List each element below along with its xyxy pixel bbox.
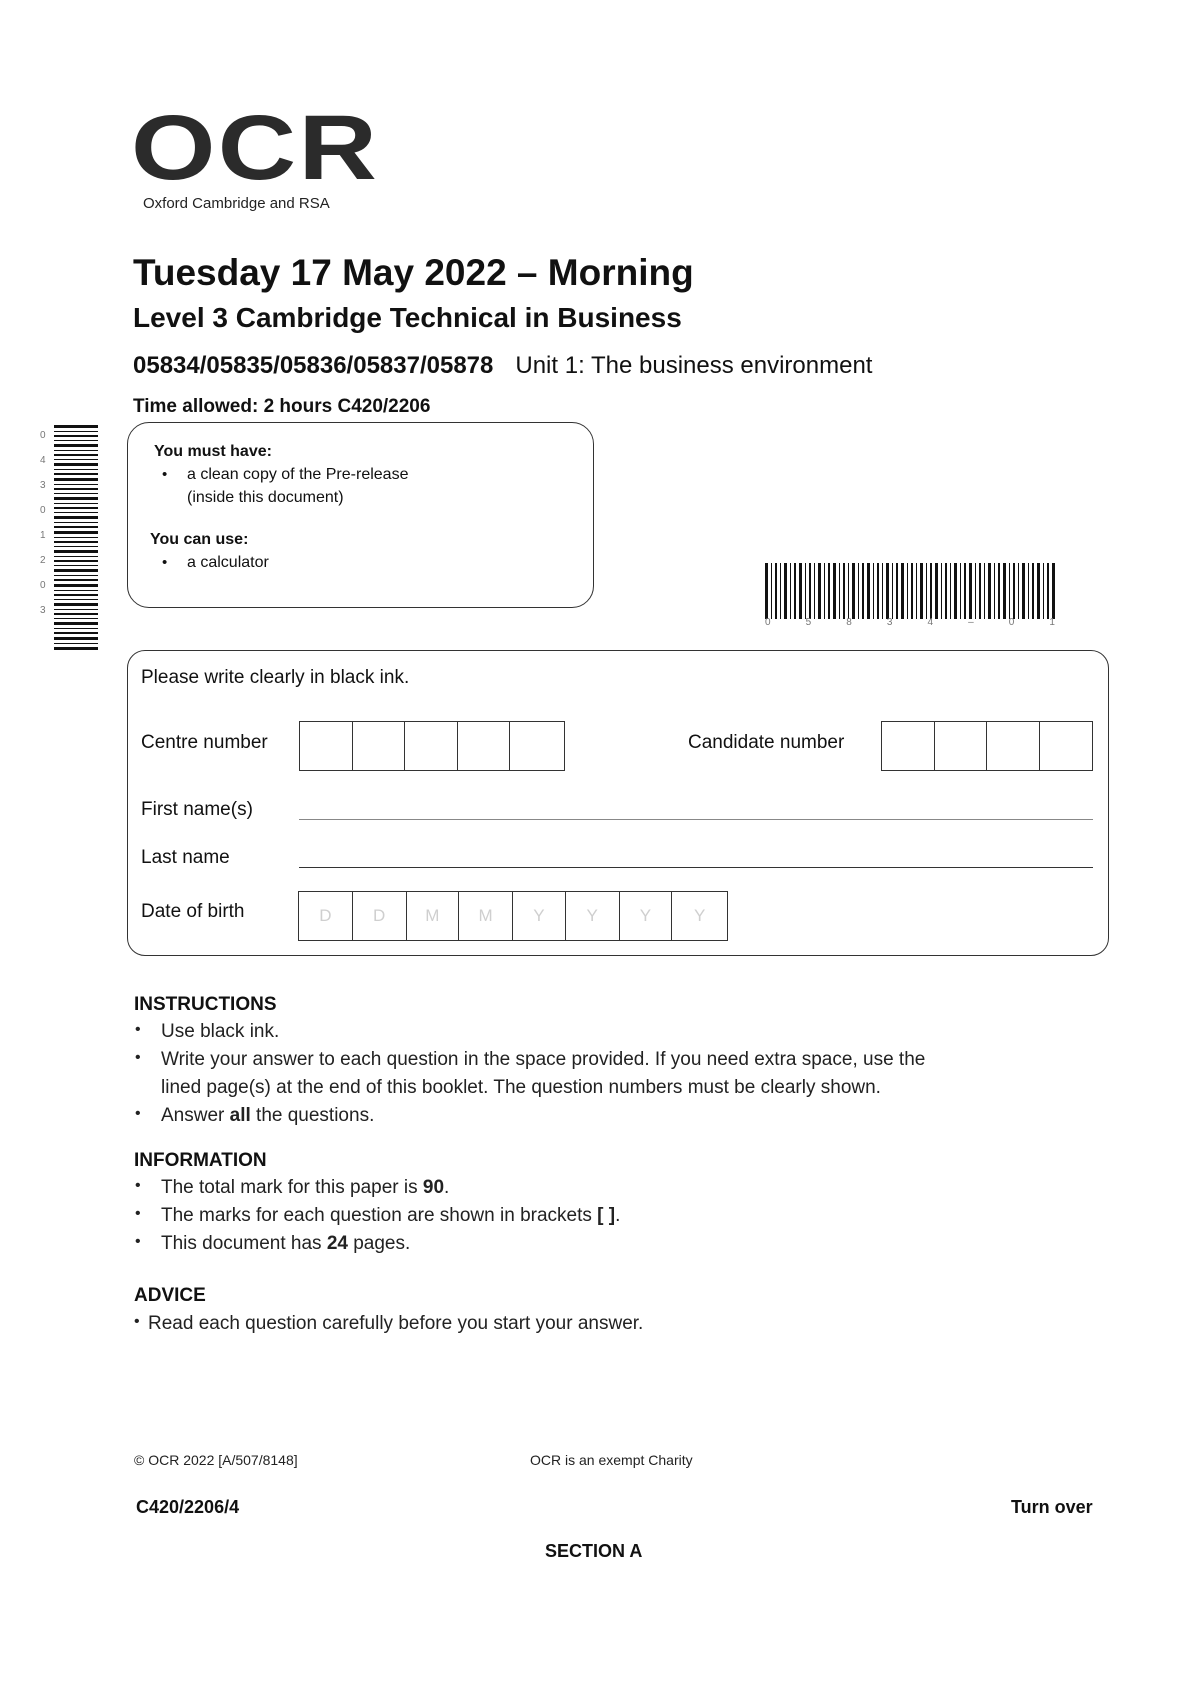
candidate-number-label: Candidate number	[688, 732, 845, 753]
first-name-line[interactable]	[299, 819, 1093, 820]
centre-number-grid	[299, 721, 565, 771]
dob-box[interactable]: M	[459, 892, 513, 940]
unit-name: Unit 1: The business environment	[515, 352, 873, 379]
turn-over: Turn over	[1011, 1497, 1093, 1517]
barcode-digit: 3	[40, 605, 46, 616]
barcode-digit: 3	[40, 480, 46, 491]
last-name-line[interactable]	[299, 867, 1093, 868]
vertical-barcode-digits	[40, 423, 52, 623]
dob-box[interactable]: Y	[693, 906, 706, 925]
information-text: .	[615, 1205, 621, 1226]
dob-label: Date of birth	[141, 901, 245, 922]
barcode-digit: 1	[1049, 617, 1055, 628]
barcode-digit: 0	[765, 617, 771, 628]
dob-box[interactable]: D	[353, 892, 407, 940]
centre-number-digit-box[interactable]	[510, 722, 564, 770]
charity-notice: OCR is an exempt Charity	[530, 1452, 693, 1468]
unit-line	[133, 352, 872, 380]
bullet-icon: •	[135, 1233, 141, 1250]
information-text: This document has	[161, 1233, 327, 1254]
horizontal-barcode-digits	[765, 617, 1055, 628]
instruction-item	[135, 1105, 375, 1127]
section-heading: SECTION A	[545, 1541, 643, 1561]
bullet-icon: •	[135, 1205, 141, 1222]
dob-box[interactable]: Y	[566, 892, 620, 940]
bullet-icon: •	[162, 554, 168, 571]
must-have-item: (inside this document)	[187, 489, 344, 506]
barcode-digit: –	[968, 617, 974, 628]
barcode-digit: 2	[40, 555, 46, 566]
barcode-digit: 8	[846, 617, 852, 628]
information-text: The total mark for this paper is	[161, 1177, 423, 1198]
total-marks: 90	[422, 1177, 445, 1198]
centre-number-digit-box[interactable]	[458, 722, 511, 770]
barcode-digit: 0	[1008, 617, 1015, 628]
brackets-symbol: [ ]	[597, 1205, 616, 1226]
advice-heading: ADVICE	[134, 1285, 206, 1306]
time-allowed: Time allowed: 2 hours C420/2206	[133, 396, 431, 417]
information-text: .	[444, 1177, 450, 1198]
instruction-emphasis: all	[229, 1105, 251, 1126]
must-have-item: a clean copy of the Pre-release	[187, 466, 409, 483]
barcode-digit: 1	[40, 530, 46, 541]
information-text: The marks for each question are shown in brackets	[161, 1205, 598, 1226]
can-use-heading: You can use:	[150, 531, 249, 548]
candidate-number-digit-box[interactable]	[935, 722, 988, 770]
barcode-digit: 4	[927, 617, 934, 628]
candidate-number-grid	[881, 721, 1093, 771]
instruction-text: Answer	[161, 1105, 230, 1126]
can-use-item: a calculator	[187, 554, 269, 571]
paper-code: C420/2206/4	[136, 1497, 240, 1517]
advice-item	[134, 1313, 644, 1335]
bullet-icon: •	[135, 1049, 141, 1066]
must-have-heading: You must have:	[154, 443, 272, 460]
information-item	[135, 1205, 621, 1227]
instructions-heading: INSTRUCTIONS	[134, 994, 277, 1015]
barcode-digit: 0	[40, 580, 46, 591]
centre-number-digit-box[interactable]	[300, 722, 353, 770]
instruction-text: Use black ink.	[161, 1021, 280, 1042]
information-heading: INFORMATION	[134, 1150, 267, 1171]
dob-box[interactable]: Y	[620, 892, 673, 940]
bullet-icon: •	[134, 1313, 140, 1330]
information-item	[135, 1177, 450, 1199]
information-item	[135, 1233, 411, 1255]
instruction-text: Write your answer to each question in the space provided. If you need extra space, use the	[161, 1049, 926, 1070]
first-name-label: First name(s)	[141, 799, 253, 820]
instruction-item	[135, 1021, 280, 1043]
qualification-title: Level 3 Cambridge Technical in Business	[133, 302, 682, 333]
candidate-details-box	[127, 650, 1109, 956]
exam-date-title: Tuesday 17 May 2022 – Morning	[133, 252, 694, 293]
instruction-item	[135, 1049, 926, 1071]
barcode-digit: 5	[805, 617, 812, 628]
barcode-digit: 0	[40, 430, 46, 441]
dob-box[interactable]: D	[299, 892, 353, 940]
instruction-item-continued	[161, 1077, 881, 1099]
ocr-logo-tagline: Oxford Cambridge and RSA	[143, 195, 330, 212]
bullet-icon: •	[162, 466, 168, 483]
centre-number-label: Centre number	[141, 732, 268, 753]
barcode-digit: 0	[40, 505, 46, 516]
barcode-digit: 3	[886, 617, 893, 628]
bullet-icon: •	[135, 1021, 141, 1038]
centre-number-digit-box[interactable]	[353, 722, 406, 770]
dob-grid	[298, 891, 728, 941]
instruction-text: the questions.	[250, 1105, 375, 1126]
horizontal-barcode	[765, 563, 1055, 619]
page-count: 24	[326, 1233, 348, 1254]
dob-box[interactable]: M	[407, 892, 460, 940]
write-clearly-instruction: Please write clearly in black ink.	[141, 667, 410, 688]
candidate-number-digit-box[interactable]	[1040, 722, 1093, 770]
copyright: © OCR 2022 [A/507/8148]	[134, 1452, 298, 1468]
vertical-barcode	[54, 423, 98, 653]
dob-box[interactable]: Y	[513, 892, 566, 940]
bullet-icon: •	[135, 1177, 141, 1194]
centre-number-digit-box[interactable]	[405, 722, 458, 770]
ocr-logo-wordmark: OCR	[131, 97, 380, 199]
requirements-box	[127, 422, 594, 608]
candidate-number-digit-box[interactable]	[987, 722, 1040, 770]
instruction-text: lined page(s) at the end of this booklet. The question numbers must be clearly shown.	[161, 1077, 881, 1098]
candidate-number-digit-box[interactable]	[882, 722, 935, 770]
bullet-icon: •	[135, 1105, 141, 1122]
information-text: pages.	[347, 1233, 411, 1254]
advice-text: Read each question carefully before you start your answer.	[148, 1313, 644, 1334]
unit-codes: 05834/05835/05836/05837/05878	[133, 352, 494, 379]
barcode-digit: 4	[40, 455, 46, 466]
last-name-label: Last name	[141, 847, 230, 868]
